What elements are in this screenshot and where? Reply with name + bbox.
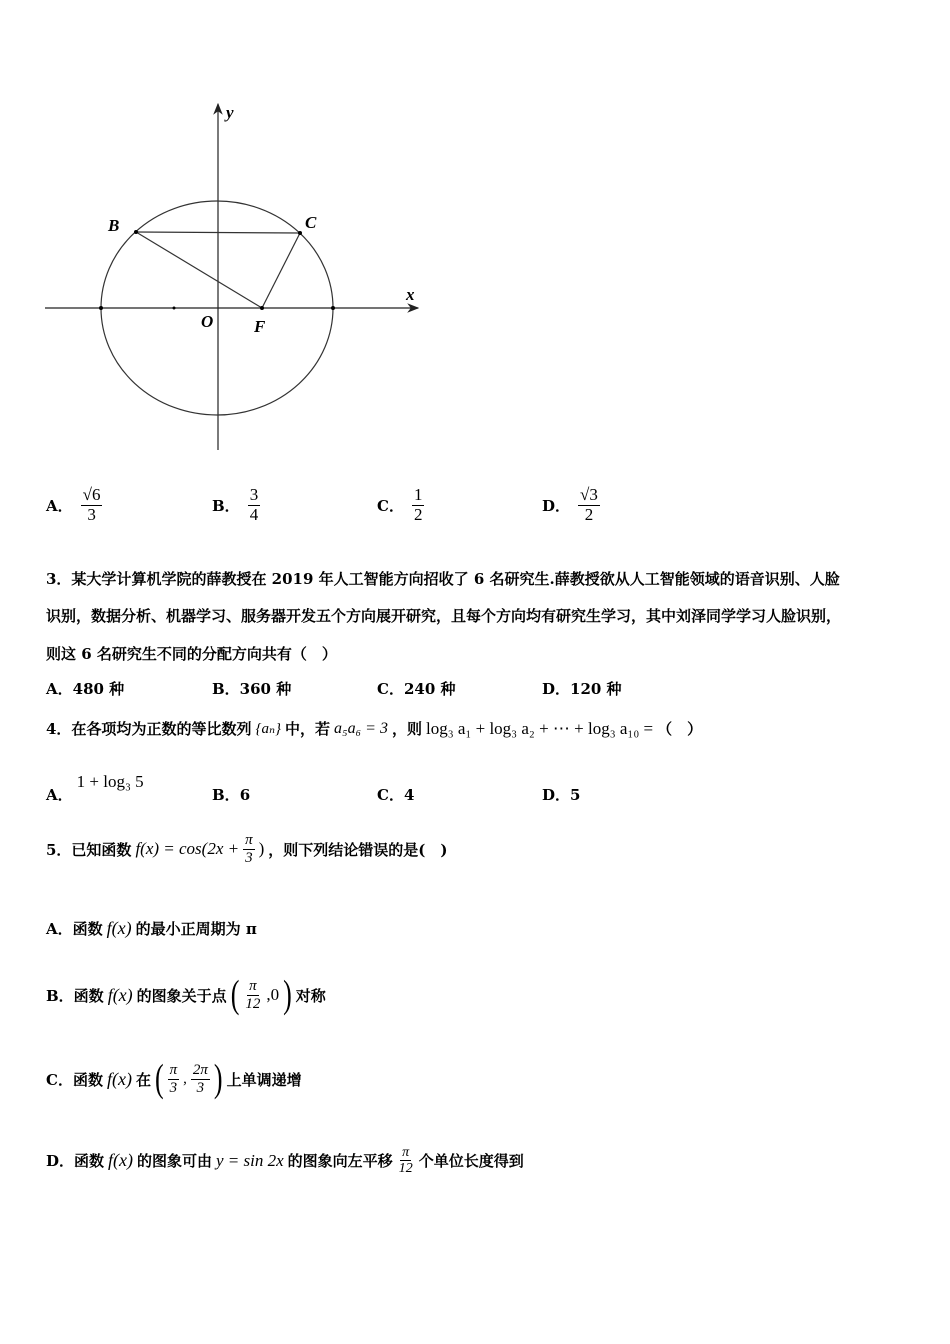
q2-option-b[interactable]: B． $\frac{3}{4}$ [212,485,259,524]
coordinate-figure [0,0,950,470]
q3-line-1: 3．某大学计算机学院的薛教授在 2019 年人工智能方向招收了 6 名研究生.薛教授欲从人工智能领域的语音识别、人脸 [46,570,840,588]
segment-cf [262,233,300,308]
q5-option-b[interactable]: B．函数 f(x) 的图象关于点 ( $\frac{\pi}{12}$ ,0 ) 对称 [46,972,326,1016]
q5-stem: 5．已知函数 f(x) = cos(2x + $\frac{\pi}{3}$ ) ，则下列结论错误的是( ) [46,832,448,866]
label-f: F [254,317,266,336]
q2-option-a[interactable]: A． $\frac{√6}{3}$ [46,485,101,524]
segment-bf [136,232,262,308]
q3-option-a[interactable]: A．480 种 [46,680,125,698]
q2-option-c[interactable]: C． $\frac{1}{2}$ [377,485,423,524]
q4-option-c[interactable]: C．4 [377,786,415,804]
q5-option-c[interactable]: C．函数 f(x) 在 ( $\frac{\pi}{3}$ , $\frac{2\pi}{3}$ ) 上单调递增 [46,1056,302,1100]
q3-line-3: 则这 6 名研究生不同的分配方向共有（ ） [46,645,337,663]
q4-stem: 4．在各项均为正数的等比数列 {aₙ} 中，若 a₅a₆ = 3 ，则 log₃ a₁ + log₃ a₂ + ⋯ + log₃ a₁₀ = （ ） [46,718,703,738]
label-y: y [226,103,234,122]
q5-option-a[interactable]: A．函数 f(x) 的最小正周期为 π [46,918,257,938]
q3-option-b[interactable]: B．360 种 [212,680,292,698]
q5-option-d[interactable]: D．函数 f(x) 的图象可由 y = sin 2x 的图象向左平移 $\frac{\pi}{12}$ 个单位长度得到 [46,1145,524,1177]
segment-bc [136,232,300,233]
q2-option-d[interactable]: D． $\frac{√3}{2}$ [542,485,598,524]
q3-option-c[interactable]: C．240 种 [377,680,456,698]
q4-option-b[interactable]: B．6 [212,786,251,804]
q4-option-a[interactable]: A． 1 + log₃ 5 [46,772,144,804]
label-b: B [108,216,120,235]
label-x: x [406,285,415,304]
q3-line-2: 识别，数据分析、机器学习、服务器开发五个方向展开研究，且每个方向均有研究生学习，其中刘泽同学学习人脸识别， [46,607,842,625]
q3-option-d[interactable]: D．120 种 [542,680,622,698]
label-o: O [201,312,214,331]
label-c: C [305,213,317,232]
q4-option-d[interactable]: D．5 [542,786,581,804]
